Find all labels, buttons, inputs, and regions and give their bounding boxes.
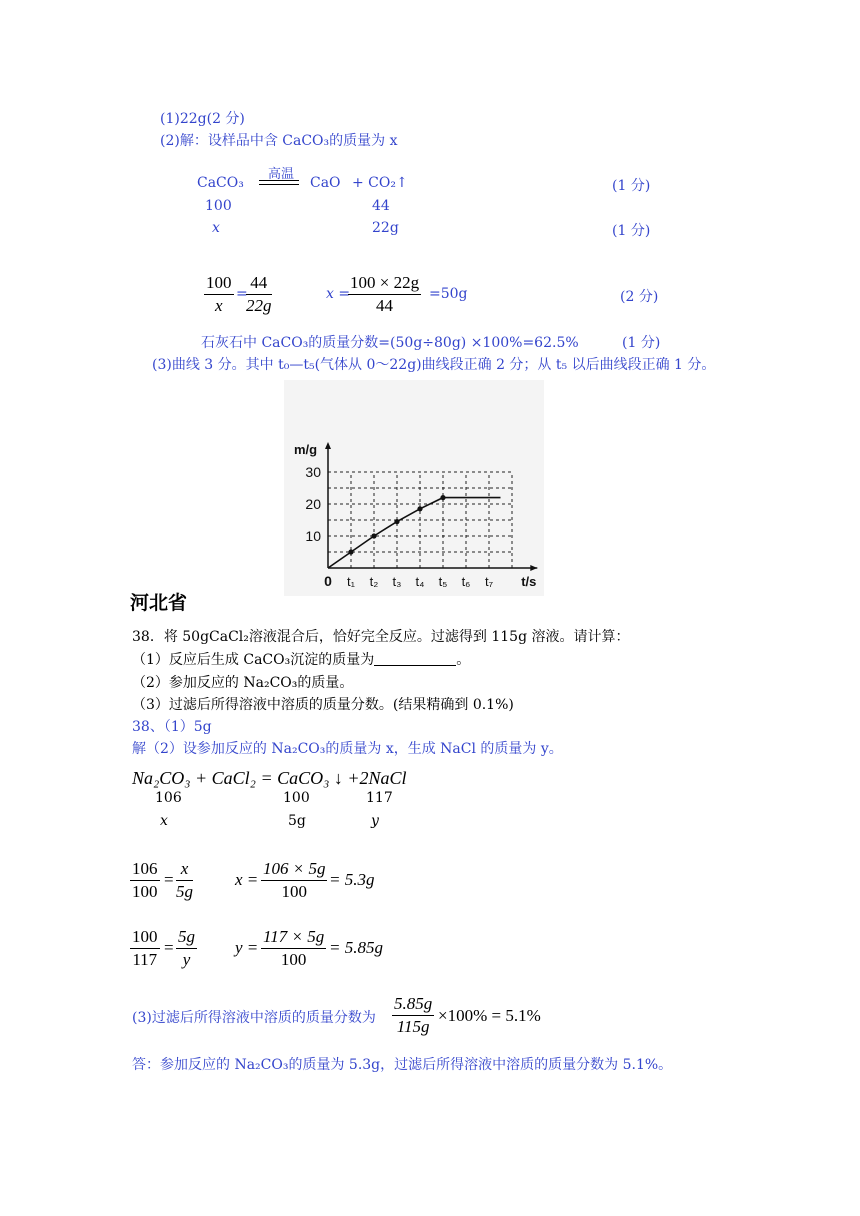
answer-38-1: 38、（1）5g <box>132 719 212 735</box>
score-2: (1 分) <box>612 223 651 239</box>
x-fraction-den: 44 <box>376 296 394 315</box>
mm-100: 100 <box>283 790 310 806</box>
ratio-1-num: 100 <box>204 272 234 295</box>
question-38: 38．将 50gCaCl₂溶液混合后，恰好完全反应。过滤得到 115g 溶液。请计算： <box>132 629 630 645</box>
section-title: 河北省 <box>130 592 188 614</box>
ratio-2-den: 22g <box>246 296 272 315</box>
x-tick-label: t₅ <box>438 574 448 589</box>
x-result-num: 106 × 5g <box>261 858 327 881</box>
equation-rhs-co2: + CO₂↑ <box>352 175 408 191</box>
y-tick-label: 10 <box>305 528 321 544</box>
mass-x: x <box>212 220 220 236</box>
equation-bar-bottom <box>259 184 299 185</box>
question-38-1-text: （1）反应后生成 CaCO₃沉淀的质量为 <box>132 652 375 668</box>
frac-100-117-num: 100 <box>130 926 160 949</box>
equation-condition: 高温 <box>267 167 294 182</box>
frac-5g-y-den: y <box>182 950 191 969</box>
x-fraction <box>348 272 421 317</box>
question-38-3: （3）过滤后所得溶液中溶质的质量分数。(结果精确到 0.1%) <box>132 697 514 713</box>
x-tick-label: t₇ <box>484 574 494 589</box>
x-tick-label: t₄ <box>415 574 425 589</box>
answer-line-2: (2)解：设样品中含 CaCO₃的质量为 x <box>160 133 398 149</box>
frac-x-5g <box>176 858 193 903</box>
x-tick-label: t₃ <box>392 574 402 589</box>
x-tick-label: t₁ <box>347 574 355 589</box>
y-result-value: = 5.85g <box>329 938 383 957</box>
data-point <box>348 549 353 554</box>
mm-106: 106 <box>155 790 182 806</box>
curve-scoring-note: (3)曲线 3 分。其中 t₀—t₅(气体从 0～22g)曲线段正确 2 分；从 t₅ 以后曲线段正确 1 分。 <box>152 357 716 373</box>
y-axis-label: m/g <box>294 442 318 457</box>
answer-blank <box>374 665 456 666</box>
eq-sign-2: = <box>164 938 174 957</box>
data-point <box>440 495 445 500</box>
equation-bar-top <box>259 180 299 181</box>
x-result-value: = 5.3g <box>329 870 375 889</box>
x-result-lhs: x = <box>235 870 259 889</box>
score-4: (1 分) <box>622 335 661 351</box>
x-fraction-num: 100 × 22g <box>348 272 421 295</box>
x-tick-label: t₂ <box>369 574 379 589</box>
origin-label: 0 <box>324 573 332 589</box>
frac-x-5g-num: x <box>176 858 193 881</box>
frac-5g-y-num: 5g <box>176 926 197 949</box>
data-point <box>371 533 376 538</box>
ratio-1-den: x <box>214 296 223 315</box>
frac-100-117-den: 117 <box>132 950 158 969</box>
reaction-equation: Na₂CO₃ + CaCl₂ = CaCO₃ ↓ +2NaCl <box>132 768 407 788</box>
answer-38-3-text: (3)过滤后所得溶液中溶质的质量分数为 <box>132 1010 376 1026</box>
p3-fraction-num: 5.85g <box>392 993 434 1016</box>
mass-44: 44 <box>372 198 390 214</box>
x-result-frac <box>261 858 327 903</box>
x-axis-label: t/s <box>521 574 537 589</box>
x-value: =50g <box>429 286 468 302</box>
question-38-1-end: 。 <box>456 652 471 668</box>
y-result-frac <box>261 926 326 971</box>
ratio-equals: = <box>236 286 248 302</box>
mm-117: 117 <box>366 790 393 806</box>
p3-fraction-den: 115g <box>396 1017 430 1036</box>
y-result-lhs: y = <box>235 938 259 957</box>
frac-5g-y <box>176 926 197 971</box>
score-1: (1 分) <box>612 178 651 194</box>
ratio-2-num: 44 <box>246 272 272 295</box>
mass-fraction-line: 石灰石中 CaCO₃的质量分数=(50g÷80g) ×100%=62.5% <box>201 335 579 351</box>
mm-y: y <box>371 813 379 829</box>
frac-106-100-den: 100 <box>132 882 158 901</box>
data-point <box>394 519 399 524</box>
frac-106-100 <box>130 858 160 903</box>
x-equals: x = <box>326 286 351 302</box>
question-38-1 <box>132 649 470 669</box>
frac-106-100-num: 106 <box>130 858 160 881</box>
frac-100-117 <box>130 926 160 971</box>
answer-line-1: (1)22g(2 分) <box>160 111 245 127</box>
y-result-num: 117 × 5g <box>261 926 326 949</box>
question-38-2: （2）参加反应的 Na₂CO₃的质量。 <box>132 675 354 691</box>
eq-sign-1: = <box>164 870 174 889</box>
ratio-2 <box>246 272 272 317</box>
answer-38-2-intro: 解（2）设参加反应的 Na₂CO₃的质量为 x，生成 NaCl 的质量为 y。 <box>132 741 563 757</box>
data-point <box>417 506 422 511</box>
frac-x-5g-den: 5g <box>176 882 193 901</box>
mass-time-chart <box>284 380 544 596</box>
ratio-1 <box>204 272 234 317</box>
y-result-den: 100 <box>280 950 307 969</box>
p3-fraction <box>392 993 434 1038</box>
mm-5g: 5g <box>288 813 306 829</box>
p3-value: ×100% = 5.1% <box>438 1006 541 1025</box>
equation-lhs: CaCO₃ <box>197 175 244 191</box>
x-tick-label: t₆ <box>461 574 471 589</box>
y-tick-label: 30 <box>305 464 321 480</box>
equation-rhs-cao: CaO <box>310 175 341 191</box>
mm-x: x <box>160 813 168 829</box>
score-3: (2 分) <box>620 289 659 305</box>
final-answer: 答：参加反应的 Na₂CO₃的质量为 5.3g，过滤后所得溶液中溶质的质量分数为 5.1%。 <box>132 1057 673 1073</box>
y-tick-label: 20 <box>305 496 321 512</box>
x-result-den: 100 <box>281 882 307 901</box>
mass-22g: 22g <box>372 220 399 236</box>
mass-100: 100 <box>205 198 232 214</box>
